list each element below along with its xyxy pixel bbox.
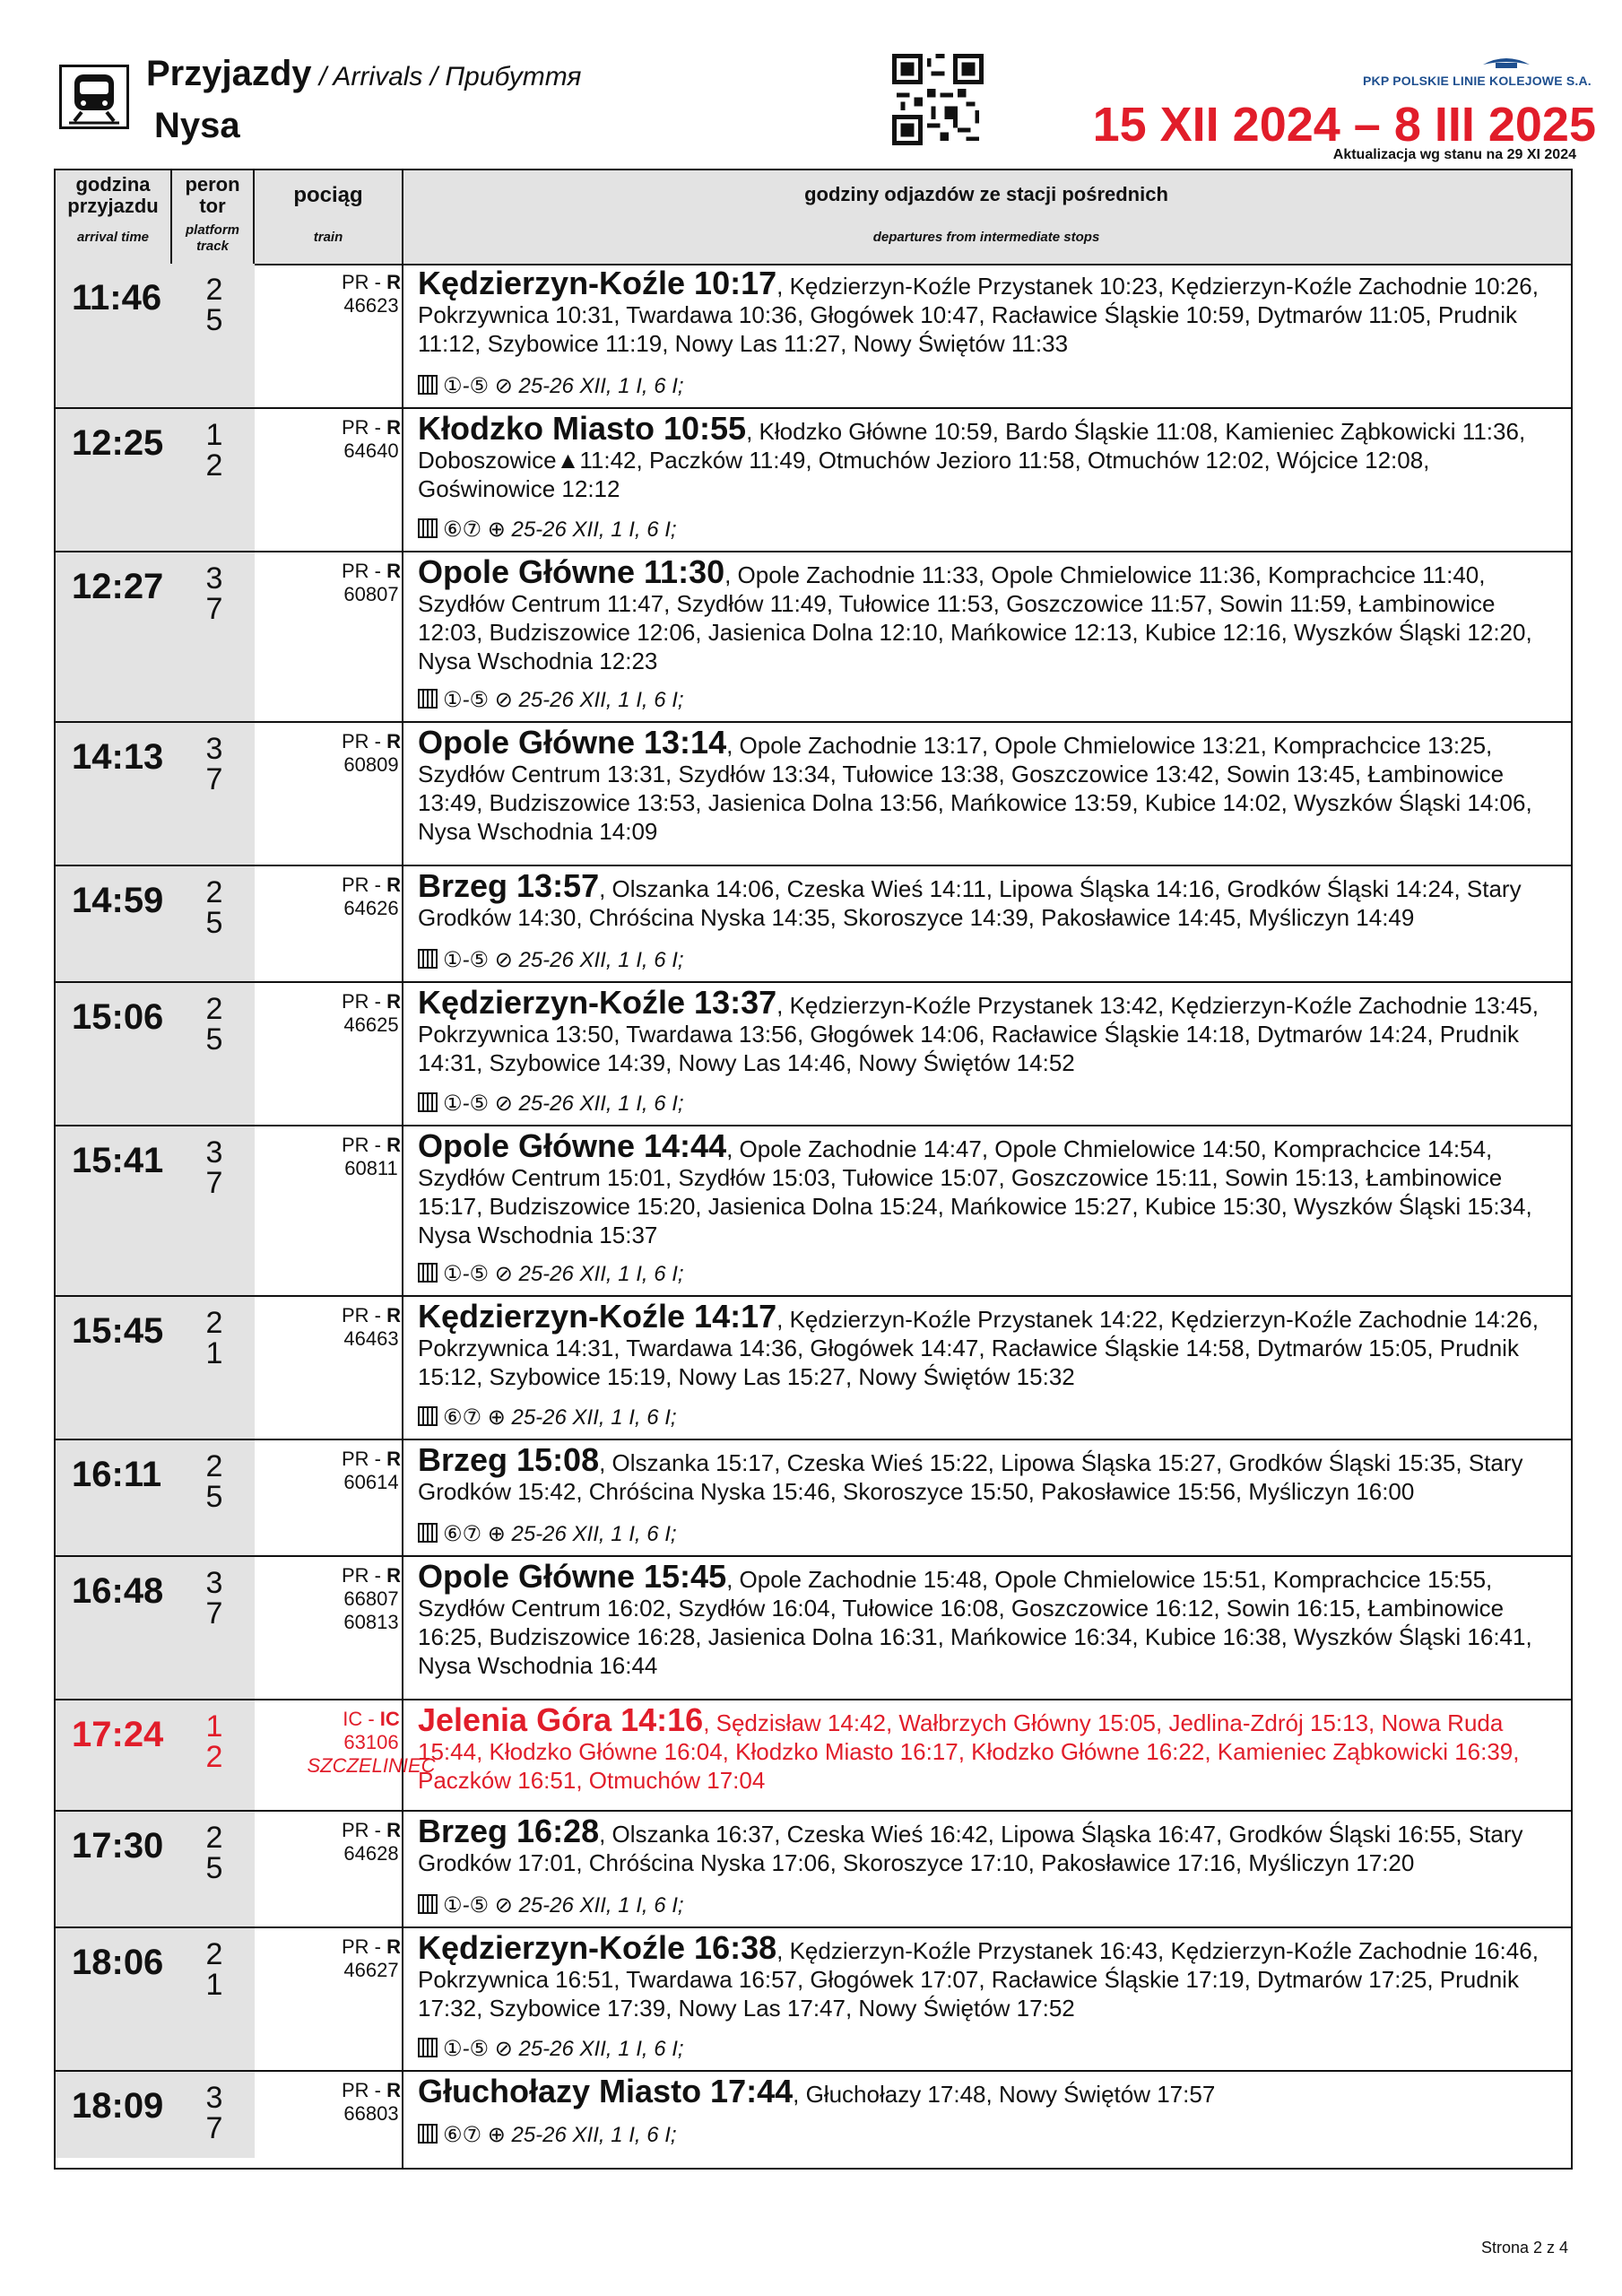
separator: - (369, 1935, 387, 1958)
stops-list: , Opole Zachodnie 13:17, Opole Chmielowice 13:21, Komprachcice 13:25, Szydłów Centrum 13:31, Szydłów 13:34, Tułowice 13:38, Goszczowice 13:42, Sowin 13:45, Łambinowice 13:49, Budziszowice 13:53, Jasienica Dolna 13:56, Mańkowice 13:59, Kubice 14:02, Wyszków Śląski 14:06, Nysa Wschodnia 14:09 (418, 732, 1532, 845)
train-type: R (386, 416, 401, 439)
service-days-text: ①-⑤ ⊘ 25-26 XII, 1 I, 6 I; (443, 1091, 684, 1116)
service-days-text: ⑥⑦ ⊕ 25-26 XII, 1 I, 6 I; (443, 2123, 677, 2147)
stops-list: , Kędzierzyn-Koźle Przystanek 16:43, Kędzierzyn-Koźle Zachodnie 16:46, Pokrzywnica 16:51, Twardawa 16:57, Głogówek 17:07, Racławice Śląskie 17:19, Dytmarów 17:25, Prudnik 17:32, Szybowice 17:39, Nowy Las 17:47, Nowy Świętów 17:52 (418, 1937, 1539, 2022)
track-number: 1 (205, 1968, 223, 2002)
intermediate-stops (418, 553, 1557, 675)
train-number: 66807 (343, 1587, 399, 1610)
arrival-time: 11:46 (72, 278, 162, 317)
header-stops: godziny odjazdów ze stacji pośrednich (804, 183, 1168, 205)
stops-list: , Sędzisław 14:42, Wałbrzych Główny 15:05, Jedlina-Zdrój 15:13, Nowa Ruda 15:44, Kłodzko Główne 16:04, Kłodzko Miasto 16:17, Kłodzko Główne 16:22, Kamieniec Ząbkowicki 16:39, Paczków 16:51, Otmuchów 17:04 (418, 1709, 1520, 1794)
origin-station: Kędzierzyn-Koźle 10:17 (418, 265, 777, 301)
train-number: 64628 (343, 1842, 399, 1865)
pkp-logo (1363, 54, 1592, 93)
calendar-icon (418, 1092, 438, 1112)
table-row (56, 1440, 1571, 1557)
service-days (418, 1091, 684, 1117)
service-days-text: ⑥⑦ ⊕ 25-26 XII, 1 I, 6 I; (443, 1405, 677, 1430)
separator: - (369, 1564, 387, 1587)
carrier-code: PR (341, 1819, 369, 1841)
origin-station: Kędzierzyn-Koźle 16:38 (418, 1929, 777, 1966)
table-row (56, 1126, 1571, 1297)
origin-station: Opole Główne 13:14 (418, 724, 727, 761)
platform-number: 3 (205, 1566, 223, 1600)
track-number: 1 (205, 1336, 223, 1370)
pkp-logo-text: PKP POLSKIE LINIE KOLEJOWE S.A. (1363, 74, 1592, 88)
track-number: 5 (205, 303, 223, 337)
table-row (56, 1700, 1571, 1812)
table-row (56, 866, 1571, 983)
qr-code-icon (892, 54, 984, 145)
stops-list: , Kłodzko Główne 10:59, Bardo Śląskie 11:08, Kamieniec Ząbkowicki 11:36, Doboszowice▲11:42, Paczków 11:49, Otmuchów Jezioro 11:58, Otmuchów 12:02, Wójcice 12:08, Goświnowice 12:12 (418, 418, 1526, 502)
train-type: R (386, 560, 401, 582)
arrival-time: 18:06 (72, 1943, 164, 1982)
separator: - (369, 271, 387, 293)
intermediate-stops (418, 410, 1557, 503)
arrival-time: 15:06 (72, 997, 164, 1037)
intermediate-stops (418, 867, 1557, 932)
origin-station: Opole Główne 15:45 (418, 1558, 727, 1595)
separator: - (369, 1134, 387, 1156)
calendar-icon (418, 1523, 438, 1543)
stops-list: , Kędzierzyn-Koźle Przystanek 14:22, Kędzierzyn-Koźle Zachodnie 14:26, Pokrzywnica 14:31, Twardawa 14:36, Głogówek 14:47, Racławice Śląskie 14:58, Dytmarów 15:05, Prudnik 15:12, Szybowice 15:19, Nowy Las 15:27, Nowy Świętów 15:32 (418, 1306, 1539, 1390)
service-days (418, 2122, 677, 2148)
calendar-icon (418, 1263, 438, 1283)
origin-station: Kłodzko Miasto 10:55 (418, 410, 747, 447)
intermediate-stops (418, 984, 1557, 1077)
table-row (56, 1297, 1571, 1440)
track-number: 5 (205, 906, 223, 940)
calendar-icon (418, 689, 438, 709)
service-days-text: ①-⑤ ⊘ 25-26 XII, 1 I, 6 I; (443, 1893, 684, 1918)
origin-station: Kędzierzyn-Koźle 13:37 (418, 984, 777, 1021)
calendar-icon (418, 2124, 438, 2144)
origin-station: Brzeg 13:57 (418, 867, 600, 904)
intermediate-stops (418, 1813, 1557, 1877)
carrier-code: PR (341, 271, 369, 293)
stops-list: , Opole Zachodnie 15:48, Opole Chmielowice 15:51, Komprachcice 15:55, Szydłów Centrum 16:02, Szydłów 16:04, Tułowice 16:08, Goszczowice 16:12, Sowin 16:15, Łambinowice 16:25, Budziszowice 16:28, Jasienica Dolna 16:31, Mańkowice 16:34, Kubice 16:38, Wyszków Śląski 16:41, Nysa Wschodnia 16:44 (418, 1566, 1532, 1679)
service-days (418, 687, 684, 713)
service-days-text: ①-⑤ ⊘ 25-26 XII, 1 I, 6 I; (443, 1262, 684, 1286)
origin-station: Kędzierzyn-Koźle 14:17 (418, 1298, 777, 1335)
separator: - (369, 2079, 387, 2101)
platform-track (199, 994, 230, 1055)
table-row (56, 2072, 1571, 2158)
track-number: 7 (205, 2111, 223, 2145)
track-number: 5 (205, 1851, 223, 1885)
carrier-code: IC (343, 1708, 363, 1730)
service-days-text: ⑥⑦ ⊕ 25-26 XII, 1 I, 6 I; (443, 1522, 677, 1546)
arrival-time: 16:48 (72, 1571, 164, 1611)
track-number: 7 (205, 1166, 223, 1200)
platform-track (199, 274, 230, 335)
table-row (56, 723, 1571, 866)
train-number: 46627 (343, 1959, 399, 1981)
platform-number: 3 (205, 561, 223, 596)
header-train: pociąg (293, 183, 363, 207)
train-number: 46463 (343, 1327, 399, 1350)
separator: - (369, 1448, 387, 1470)
arrivals-table (54, 169, 1573, 2170)
header-arrival: godzina przyjazdu (67, 173, 159, 217)
title-main: Przyjazdy (146, 54, 312, 93)
calendar-icon (418, 375, 438, 395)
table-row (56, 552, 1571, 723)
page-number: Strona 2 z 4 (1480, 2239, 1568, 2257)
track-number: 5 (205, 1480, 223, 1514)
carrier-code: PR (341, 560, 369, 582)
arrival-time: 17:24 (72, 1715, 164, 1754)
arrival-time: 14:13 (72, 737, 164, 777)
stops-list: , Kędzierzyn-Koźle Przystanek 13:42, Kędzierzyn-Koźle Zachodnie 13:45, Pokrzywnica 13:50, Twardawa 13:56, Głogówek 14:06, Racławice Śląskie 14:18, Dytmarów 14:24, Prudnik 14:31, Szybowice 14:39, Nowy Las 14:46, Nowy Świętów 14:52 (418, 992, 1539, 1076)
train-number: 60813 (343, 1611, 399, 1633)
train-number: 64626 (343, 897, 399, 919)
platform-track (199, 734, 230, 795)
origin-station: Brzeg 15:08 (418, 1441, 600, 1478)
track-number: 5 (205, 1022, 223, 1057)
arrival-time: 14:59 (72, 881, 164, 920)
platform-number: 1 (205, 1709, 223, 1744)
train-type: R (386, 1448, 401, 1470)
carrier-code: PR (341, 990, 369, 1013)
platform-number: 3 (205, 1135, 223, 1170)
origin-station: Opole Główne 11:30 (418, 553, 725, 590)
train-number: 66803 (343, 2102, 399, 2125)
train-type: R (386, 1564, 401, 1587)
train-number: 60809 (343, 753, 399, 776)
service-days (418, 373, 684, 399)
separator: - (362, 1708, 380, 1730)
platform-track (199, 1711, 230, 1772)
train-type: R (386, 1935, 401, 1958)
service-days-text: ①-⑤ ⊘ 25-26 XII, 1 I, 6 I; (443, 374, 684, 398)
platform-track (199, 420, 230, 481)
separator: - (369, 1819, 387, 1841)
platform-number: 2 (205, 273, 223, 307)
separator: - (369, 874, 387, 896)
arrival-time: 12:25 (72, 423, 164, 463)
platform-track (199, 1939, 230, 2000)
train-type: R (386, 2079, 401, 2101)
intermediate-stops (418, 1298, 1557, 1391)
platform-track (199, 1308, 230, 1369)
separator: - (369, 730, 387, 752)
train-type: R (386, 1134, 401, 1156)
table-row (56, 409, 1571, 552)
intermediate-stops (418, 265, 1557, 358)
origin-station: Brzeg 16:28 (418, 1813, 600, 1849)
train-type: R (386, 1304, 401, 1326)
arrival-time: 15:45 (72, 1311, 164, 1351)
platform-track (199, 1137, 230, 1198)
arrival-time: 16:11 (72, 1455, 162, 1494)
intermediate-stops (418, 724, 1557, 846)
platform-number: 2 (205, 992, 223, 1026)
origin-station: Opole Główne 14:44 (418, 1127, 727, 1164)
table-row (56, 1928, 1571, 2072)
intermediate-stops (418, 1558, 1557, 1680)
train-number: 60614 (343, 1471, 399, 1493)
train-number: 60807 (343, 583, 399, 605)
intermediate-stops (418, 1441, 1557, 1506)
platform-track (199, 2083, 230, 2144)
platform-number: 2 (205, 1449, 223, 1483)
calendar-icon (418, 2038, 438, 2057)
separator: - (369, 560, 387, 582)
train-number: 46625 (343, 1013, 399, 1036)
carrier-code: PR (341, 1448, 369, 1470)
train-type: R (386, 271, 401, 293)
arrival-time: 15:41 (72, 1141, 164, 1180)
platform-number: 2 (205, 1937, 223, 1971)
train-type: R (386, 990, 401, 1013)
platform-number: 2 (205, 1821, 223, 1855)
calendar-icon (418, 949, 438, 969)
stops-list: , Olszanka 14:06, Czeska Wieś 14:11, Lipowa Śląska 14:16, Grodków Śląski 14:24, Stary Grodków 14:30, Chróścina Nyska 14:35, Skoroszyce 14:39, Pakosławice 14:45, Myśliczyn 14:49 (418, 875, 1522, 931)
calendar-icon (418, 1894, 438, 1914)
service-days (418, 1261, 684, 1287)
calendar-icon (418, 518, 438, 538)
service-days (418, 517, 677, 543)
carrier-code: PR (341, 1304, 369, 1326)
calendar-icon (418, 1406, 438, 1426)
train-number: 60811 (344, 1157, 398, 1179)
stops-list: , Głuchołazy 17:48, Nowy Świętów 17:57 (793, 2081, 1216, 2108)
carrier-code: PR (341, 730, 369, 752)
station-name: Nysa (154, 106, 240, 145)
header-platform-en: platform track (186, 222, 239, 254)
platform-track (199, 1568, 230, 1629)
platform-number: 2 (205, 875, 223, 909)
train-type: R (386, 730, 401, 752)
train-type: R (386, 1819, 401, 1841)
track-number: 7 (205, 592, 223, 626)
service-days-text: ①-⑤ ⊘ 25-26 XII, 1 I, 6 I; (443, 688, 684, 712)
table-row (56, 1812, 1571, 1928)
intermediate-stops (418, 1929, 1557, 2022)
service-days (418, 1405, 677, 1431)
intermediate-stops (418, 1127, 1557, 1249)
header-train-en: train (313, 230, 343, 245)
train-number: 63106 (343, 1731, 399, 1753)
stops-list: , Opole Zachodnie 14:47, Opole Chmielowice 14:50, Komprachcice 14:54, Szydłów Centrum 15:01, Szydłów 15:03, Tułowice 15:07, Goszczowice 15:11, Sowin 15:13, Łambinowice 15:17, Budziszowice 15:20, Jasienica Dolna 15:24, Mańkowice 15:27, Kubice 15:30, Wyszków Śląski 15:34, Nysa Wschodnia 15:37 (418, 1135, 1532, 1248)
platform-track (199, 1822, 230, 1883)
platform-number: 3 (205, 2081, 223, 2115)
platform-number: 3 (205, 732, 223, 766)
origin-station: Głuchołazy Miasto 17:44 (418, 2073, 794, 2109)
platform-track (199, 563, 230, 624)
platform-track (199, 877, 230, 938)
stops-list: , Opole Zachodnie 11:33, Opole Chmielowice 11:36, Komprachcice 11:40, Szydłów Centrum 11:47, Szydłów 11:49, Tułowice 11:53, Goszczowice 11:57, Sowin 11:59, Łambinowice 12:03, Budziszowice 12:06, Jasienica Dolna 12:10, Mańkowice 12:13, Kubice 12:16, Wyszków Śląski 12:20, Nysa Wschodnia 12:23 (418, 561, 1532, 674)
stops-list: , Olszanka 15:17, Czeska Wieś 15:22, Lipowa Śląska 15:27, Grodków Śląski 15:35, Stary Grodków 15:42, Chróścina Nyska 15:46, Skoroszyce 15:50, Pakosławice 15:56, Myśliczyn 16:00 (418, 1449, 1523, 1505)
arrival-time: 18:09 (72, 2086, 164, 2126)
platform-track (199, 1451, 230, 1512)
carrier-code: PR (341, 1935, 369, 1958)
table-row (56, 264, 1571, 409)
carrier-code: PR (341, 874, 369, 896)
carrier-code: PR (341, 416, 369, 439)
carrier-code: PR (341, 2079, 369, 2101)
intermediate-stops (418, 1701, 1557, 1795)
track-number: 7 (205, 1596, 223, 1631)
page-title (146, 54, 581, 94)
update-note: Aktualizacja wg stanu na 29 XI 2024 (1332, 147, 1576, 162)
arrival-time: 12:27 (72, 567, 164, 606)
service-days-text: ⑥⑦ ⊕ 25-26 XII, 1 I, 6 I; (443, 517, 677, 542)
service-days-text: ①-⑤ ⊘ 25-26 XII, 1 I, 6 I; (443, 2037, 684, 2061)
header-arrival-en: arrival time (76, 230, 150, 245)
train-type: R (386, 874, 401, 896)
track-number: 7 (205, 762, 223, 796)
train-number: 64640 (343, 439, 399, 462)
separator: - (369, 416, 387, 439)
stops-list: , Olszanka 16:37, Czeska Wieś 16:42, Lipowa Śląska 16:47, Grodków Śląski 16:55, Stary Grodków 17:01, Chróścina Nyska 17:06, Skoroszyce 17:10, Pakosławice 17:16, Myśliczyn 17:20 (418, 1821, 1523, 1876)
train-type: IC (379, 1708, 400, 1730)
separator: - (369, 990, 387, 1013)
service-days (418, 947, 684, 973)
arrival-time: 17:30 (72, 1826, 164, 1866)
validity-period: 15 XII 2024 – 8 III 2025 (1092, 98, 1596, 152)
track-number: 2 (205, 1740, 223, 1774)
train-number: 46623 (343, 294, 399, 317)
table-row (56, 983, 1571, 1126)
platform-number: 2 (205, 1306, 223, 1340)
stops-list: , Kędzierzyn-Koźle Przystanek 10:23, Kędzierzyn-Koźle Zachodnie 10:26, Pokrzywnica 10:31, Twardawa 10:36, Głogówek 10:47, Racławice Śląskie 10:59, Dytmarów 11:05, Prudnik 11:12, Szybowice 11:19, Nowy Las 11:27, Nowy Świętów 11:33 (418, 273, 1539, 357)
title-translations: / Arrivals / Прибуття (311, 62, 582, 91)
train-name: SZCZELINIEC (307, 1754, 436, 1777)
intermediate-stops (418, 2073, 1557, 2109)
separator: - (369, 1304, 387, 1326)
service-days-text: ①-⑤ ⊘ 25-26 XII, 1 I, 6 I; (443, 948, 684, 972)
carrier-code: PR (341, 1564, 369, 1587)
service-days (418, 1892, 684, 1918)
track-number: 2 (205, 448, 223, 483)
carrier-code: PR (341, 1134, 369, 1156)
origin-station: Jelenia Góra 14:16 (418, 1701, 704, 1738)
header-stops-en: departures from intermediate stops (872, 230, 1100, 245)
service-days (418, 2036, 684, 2062)
platform-number: 1 (205, 418, 223, 452)
train-icon (59, 65, 129, 129)
table-row (56, 1557, 1571, 1700)
service-days (418, 1521, 677, 1547)
header-platform: peron tor (185, 173, 240, 217)
